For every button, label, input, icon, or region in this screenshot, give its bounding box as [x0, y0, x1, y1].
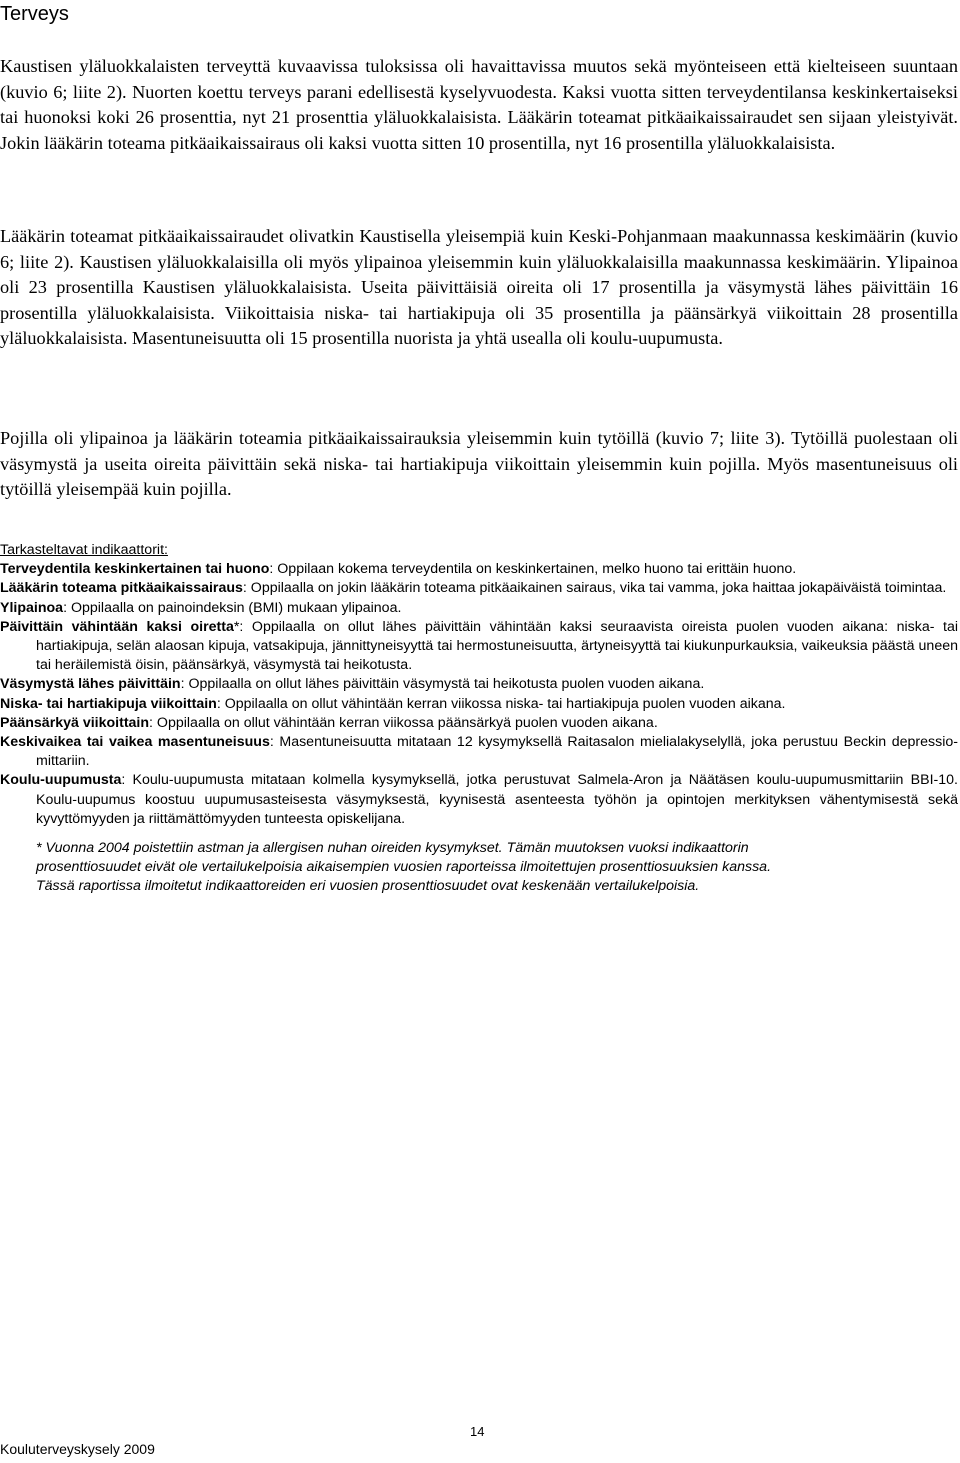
indicator-description: *: Oppilaalla on ollut lähes päivittäin vähintään kaksi seuraavista oireista puolen vuoden aikana: niska- tai hartiakipuja, selän alaosan kipuja, vatsakipuja, jännittyneisyyttä tai hermostuneisuutta, ärtyneisyyttä tai kiukunpurkauksia, vaikeuksia päästä uneen tai heräilemistä öisin, päänsärkyä, väsymystä tai heikotusta.	[36, 618, 958, 674]
indicator-description: : Oppilaalla on ollut vähintään kerran viikossa päänsärkyä puolen vuoden aikana.	[149, 714, 658, 731]
indicator-description: : Oppilaan kokema terveydentila on keskinkertainen, melko huono tai erittäin huono.	[269, 561, 797, 578]
body-paragraph: Kaustisen yläluokkalaisten terveyttä kuvaavissa tuloksissa oli havaittavissa muutos sekä myönteiseen että kielteiseen suuntaan (kuvio 6; liite 2). Nuorten koettu terveys parani edellisestä kyselyvuodesta. Kaksi vuotta sitten terveydentilansa keskinkertaiseksi tai huonoksi koki 26 prosenttia, nyt 21 prosenttia yläluokkalaisista. Lääkärin toteamat pitkäaikaissairaudet sen sijaan yleistyivät. Jokin lääkärin toteama pitkäaikaissairaus oli kaksi vuotta sitten 10 prosentilla, nyt 16 prosentilla yläluokkalaisista.	[0, 56, 958, 153]
footnote-line: Tässä raportissa ilmoitetut indikaattoreiden eri vuosien prosenttiosuudet ovat keskenään vertailukelpoisia.	[36, 878, 700, 895]
indicator-item	[0, 579, 958, 598]
footnote	[0, 839, 958, 897]
indicators-heading: Tarkasteltavat indikaattorit:	[0, 542, 168, 558]
indicator-item	[0, 618, 958, 676]
indicator-term: Päivittäin vähintään kaksi oiretta	[0, 618, 234, 635]
indicator-term: Terveydentila keskinkertainen tai huono	[0, 561, 270, 578]
indicator-term: Koulu-uupumusta	[0, 772, 122, 789]
indicator-term: Väsymystä lähes päivittäin	[0, 676, 181, 693]
indicator-description: : Masentuneisuutta mitataan 12 kysymyksellä Raitasalon mielialakyselyllä, joka perustuu Beckin depressio-mittariin.	[36, 734, 958, 770]
indicator-item	[0, 771, 958, 829]
indicator-term: Lääkärin toteama pitkäaikaissairaus	[0, 580, 243, 597]
indicator-item	[0, 675, 958, 694]
indicator-item	[0, 733, 958, 771]
indicator-item	[0, 695, 958, 714]
footer-text: Kouluterveyskysely 2009	[0, 1441, 155, 1457]
indicator-description: : Oppilaalla on ollut lähes päivittäin väsymystä tai heikotusta puolen vuoden aikana.	[180, 676, 705, 693]
indicator-term: Keskivaikea tai vaikea masentuneisuus	[0, 734, 270, 751]
indicator-item	[0, 560, 958, 579]
indicator-term: Päänsärkyä viikoittain	[0, 714, 150, 731]
body-paragraph: Lääkärin toteamat pitkäaikaissairaudet olivatkin Kaustisella yleisempiä kuin Keski-Pohjanmaan maakunnassa keskimäärin (kuvio 6; liite 2). Kaustisen yläluokkalaisilla oli myös ylipainoa yleisemmin kuin yläluokkalaisilla maakunnassa keskimäärin. Ylipainoa oli 23 prosentilla Kaustisen yläluokkalaisista. Useita päivittäisiä oireita oli 17 prosentilla ja väsymystä lähes päivittäin 16 prosentilla yläluokkalaisista. Viikoittaisia niska- tai hartiakipuja oli 35 prosentilla ja päänsärkyä viikoittain 28 prosentilla yläluokkalaisista. Masentuneisuutta oli 15 prosentilla nuorista ja yhtä usealla oli koulu-uupumusta.	[0, 226, 958, 348]
footnote-line: * Vuonna 2004 poistettiin astman ja allergisen nuhan oireiden kysymykset. Tämän muutoksen vuoksi indikaattorin	[36, 840, 749, 857]
indicator-term: Niska- tai hartiakipuja viikoittain	[0, 695, 217, 712]
page-number: 14	[470, 1424, 485, 1439]
indicator-item	[0, 599, 958, 618]
footnote-line: prosenttiosuudet eivät ole vertailukelpoisia aikaisempien vuosien raporteissa ilmoitettujen prosenttiosuuksien kanssa.	[36, 859, 772, 876]
indicator-term: Ylipainoa	[0, 599, 64, 616]
indicator-description: : Oppilaalla on jokin lääkärin toteama pitkäaikainen sairaus, vika tai vamma, joka haittaa jokapäiväistä toimintaa.	[242, 580, 947, 597]
body-paragraph: Pojilla oli ylipainoa ja lääkärin toteamia pitkäaikaissairauksia yleisemmin kuin tytöillä (kuvio 7; liite 3). Tytöillä puolestaan oli väsymystä ja useita oireita päivittäin sekä niska- tai hartiakipuja viikoittain yleisemmin kuin pojilla. Myös masentuneisuus oli tytöillä yleisempää kuin pojilla.	[0, 428, 958, 499]
indicators-section	[0, 541, 958, 897]
indicator-description: : Oppilaalla on ollut vähintään kerran viikossa niska- tai hartiakipuja puolen vuoden aikana.	[216, 695, 786, 712]
indicator-item	[0, 714, 958, 733]
indicator-description: : Koulu-uupumusta mitataan kolmella kysymyksellä, jotka perustuvat Salmela-Aron ja Näätäsen koulu-uupumusmittariin BBI-10. Koulu-uupumus koostuu uupumusasteisesta väsymyksestä, kyynisestä asenteesta työhön ja opintojen merkityksen vähentymisestä sekä kyvyttömyyden ja riittämättömyyden tunteesta opiskelijana.	[36, 772, 958, 827]
indicator-description: : Oppilaalla on painoindeksin (BMI) mukaan ylipainoa.	[63, 599, 402, 616]
page-title: Terveys	[0, 3, 69, 25]
